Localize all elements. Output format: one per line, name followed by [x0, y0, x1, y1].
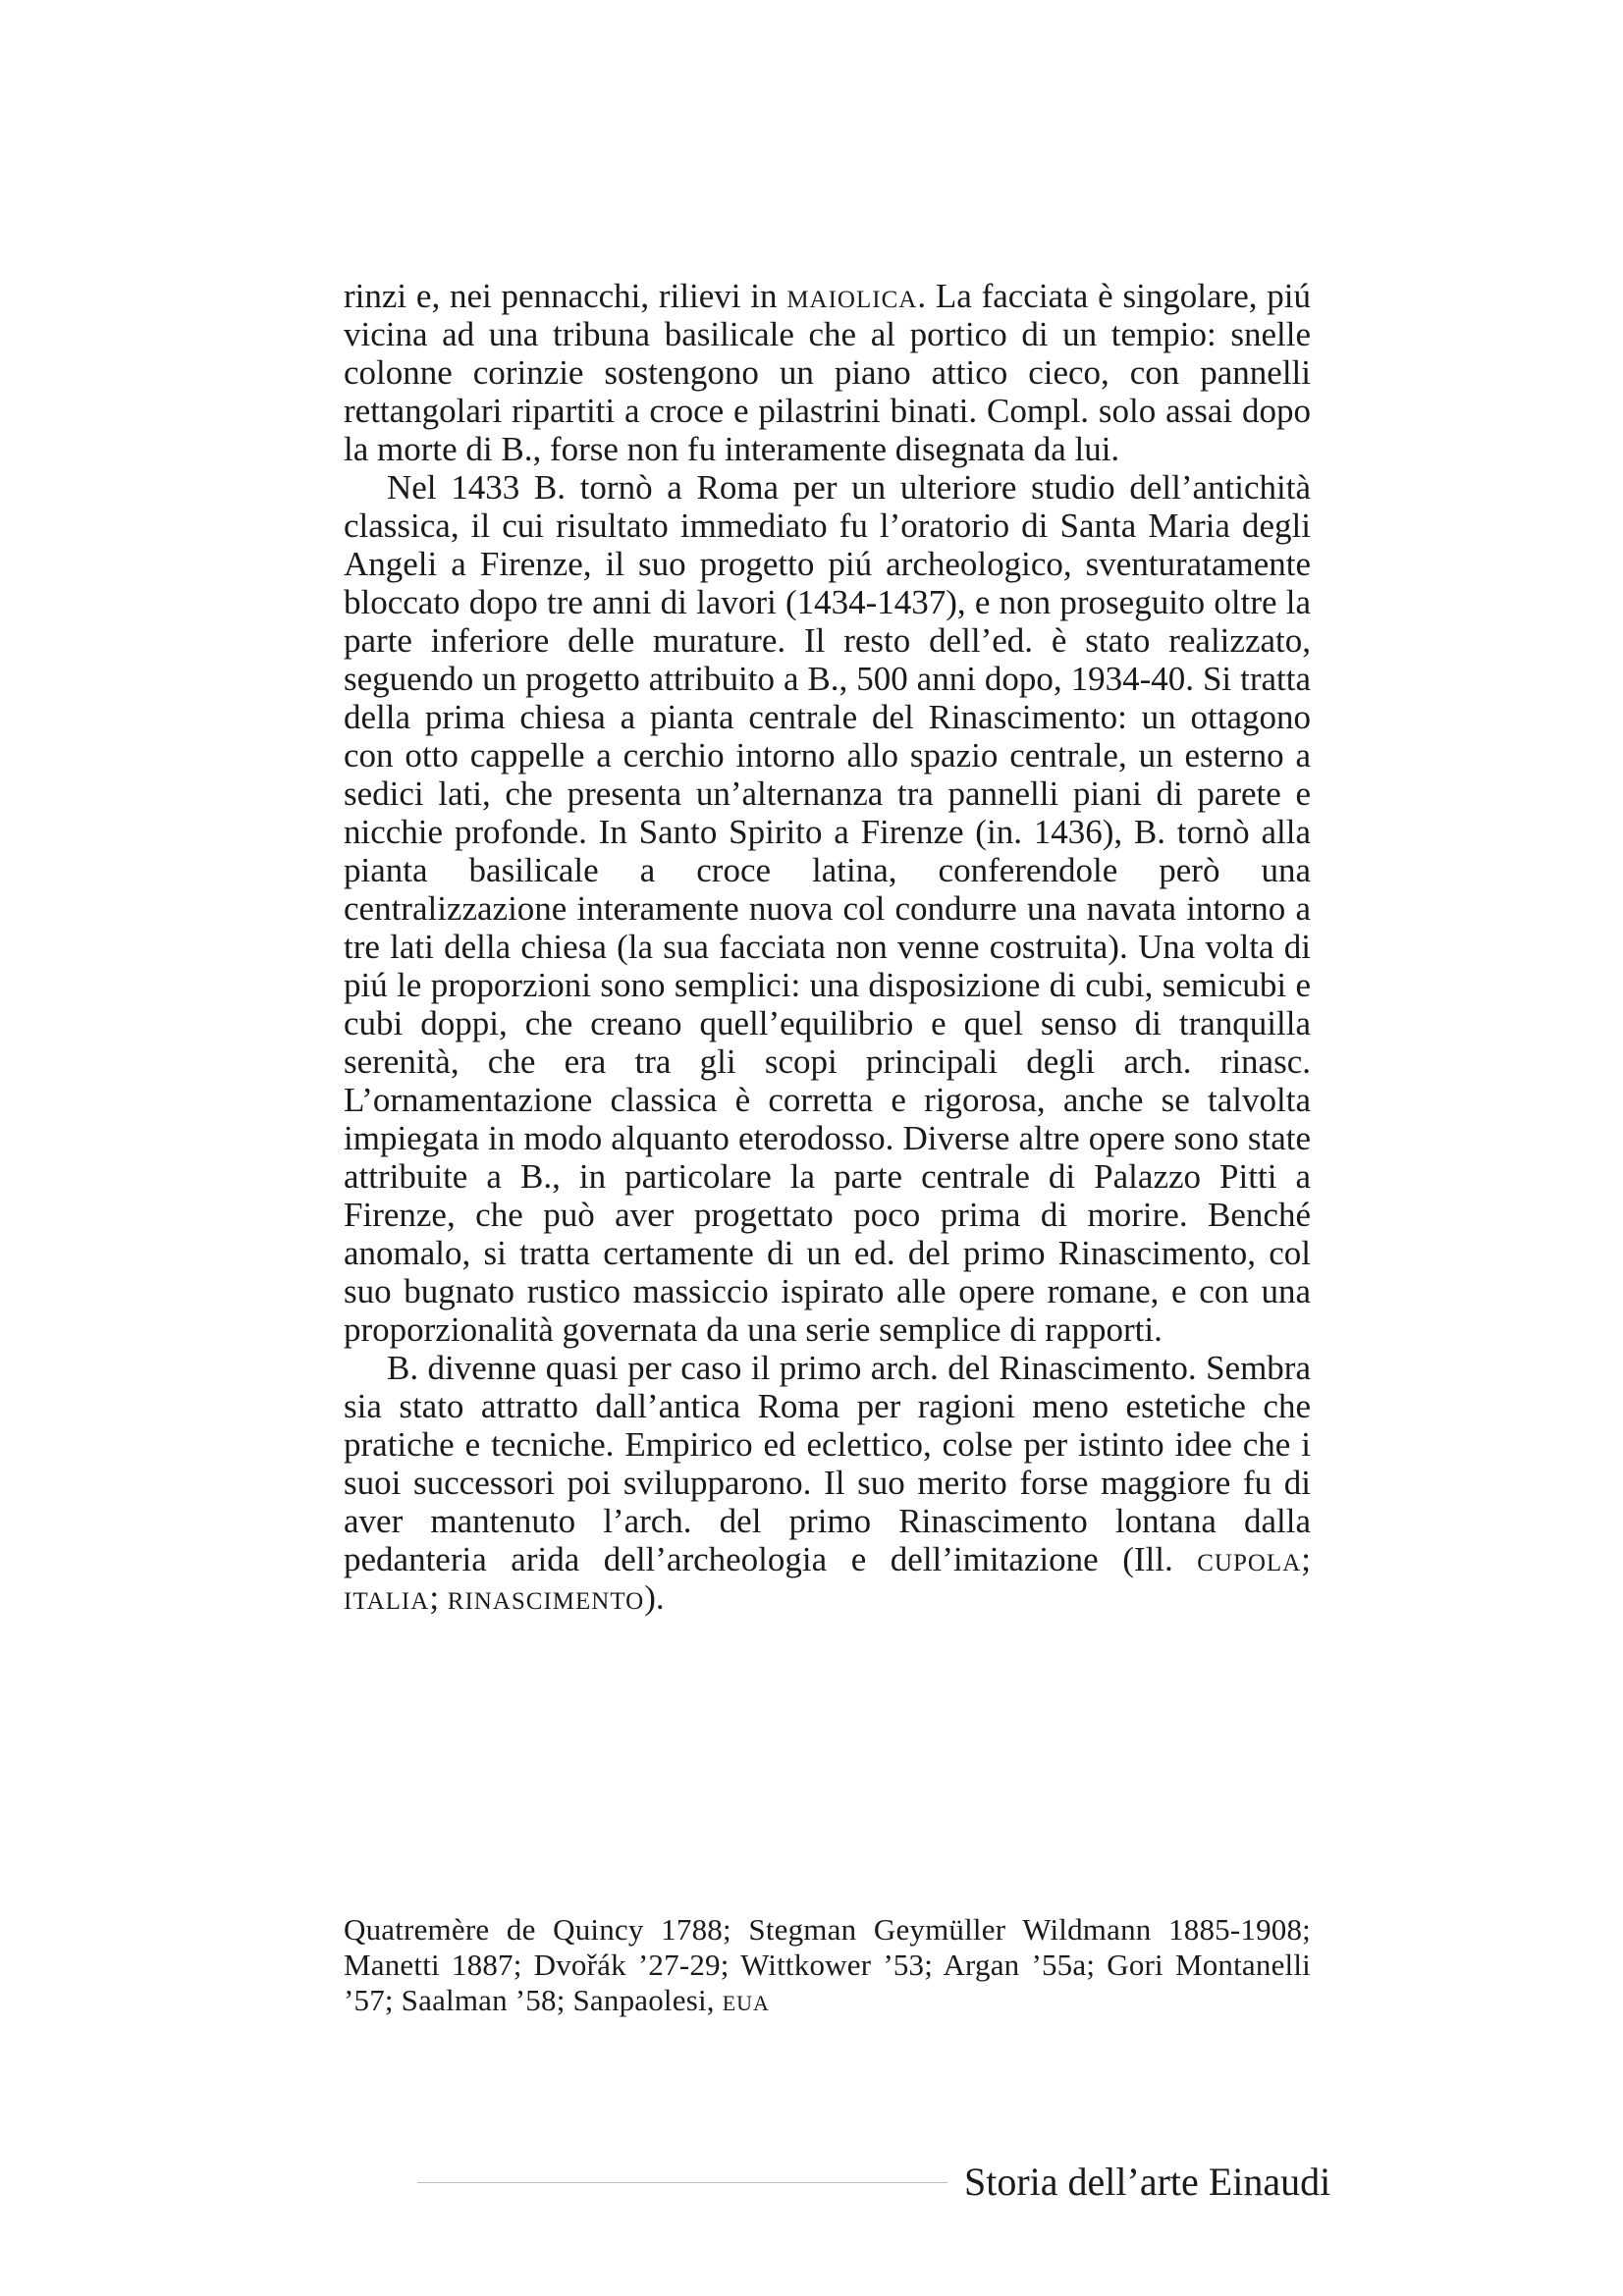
separator: ; [429, 1578, 448, 1617]
footer-title: Storia dell’arte Einaudi [964, 2160, 1331, 2204]
paragraph-3-text: B. divenne quasi per caso il primo arch. del Rinascimento. Sembra sia stato attratto dall’antica Roma per ragioni meno estetiche che pratiche e tecniche. Empirico ed eclettico, colse per istinto idee che i suoi successori poi svilupparono. Il suo merito forse maggiore fu di aver mantenuto l’arch. del primo Rinascimento lontana dalla pedanteria arida dell’archeologia e dell’imitazione (Ill. [344, 1349, 1311, 1578]
cross-ref-rinascimento: rinascimento [447, 1578, 645, 1617]
separator: ; [1301, 1540, 1311, 1578]
article-body [344, 277, 1311, 1617]
paragraph-3 [344, 1349, 1311, 1617]
footer-rule [417, 2182, 947, 2183]
bibliography-eua: eua [722, 1983, 770, 2017]
paragraph-1-text-b: . La facciata è singolare, piú vicina ad una tribuna basilicale che al portico di un tempio: snelle colonne corinzie sostengono un piano attico cieco, con pannelli rettangolari ripartiti a croce e pilastrini binati. Compl. solo assai dopo la morte di B., forse non fu interamente disegnata da lui. [344, 277, 1311, 468]
paragraph-1-text-a: rinzi e, nei pennacchi, rilievi in [344, 277, 787, 315]
bibliography-text: Quatremère de Quincy 1788; Stegman Geymüller Wildmann 1885-1908; Manetti 1887; Dvořák ’27-29; Wittkower ’53; Argan ’55a; Gori Montanelli ’57; Saalman ’58; Sanpaolesi, [344, 1912, 1311, 2017]
cross-ref-maiolica: maiolica [786, 277, 918, 315]
paragraph-2: Nel 1433 B. tornò a Roma per un ulteriore studio dell’antichità classica, il cui risultato immediato fu l’oratorio di Santa Maria degli Angeli a Firenze, il suo progetto piú archeologico, sventuratamente bloccato dopo tre anni di lavori (1434-1437), e non proseguito oltre la parte inferiore delle murature. Il resto dell’ed. è stato realizzato, seguendo un progetto attribuito a B., 500 anni dopo, 1934-40. Si tratta della prima chiesa a pianta centrale del Rinascimento: un ottagono con otto cappelle a cerchio intorno allo spazio centrale, un esterno a sedici lati, che presenta un’alternanza tra pannelli piani di parete e nicchie profonde. In Santo Spirito a Firenze (in. 1436), B. tornò alla pianta basilicale a croce latina, conferendole però una centralizzazione interamente nuova col condurre una navata intorno a tre lati della chiesa (la sua facciata non venne costruita). Una volta di piú le proporzioni sono semplici: una disposizione di cubi, semicubi e cubi doppi, che creano quell’equilibrio e quel senso di tranquilla serenità, che era tra gli scopi principali degli arch. rinasc. L’ornamentazione classica è corretta e rigorosa, anche se talvolta impiegata in modo alquanto eterodosso. Diverse altre opere sono state attribuite a B., in particolare la parte centrale di Palazzo Pitti a Firenze, che può aver progettato poco prima di morire. Benché anomalo, si tratta certamente di un ed. del primo Rinascimento, col suo bugnato rustico massiccio ispirato alle opere romane, e con una proporzionalità governata da una serie semplice di rapporti. [344, 468, 1311, 1349]
paragraph-1 [344, 277, 1311, 468]
bibliography [344, 1912, 1311, 2018]
cross-ref-italia: italia [344, 1578, 430, 1617]
paragraph-3-end: ). [644, 1578, 665, 1617]
cross-ref-cupola: cupola [1197, 1540, 1302, 1578]
